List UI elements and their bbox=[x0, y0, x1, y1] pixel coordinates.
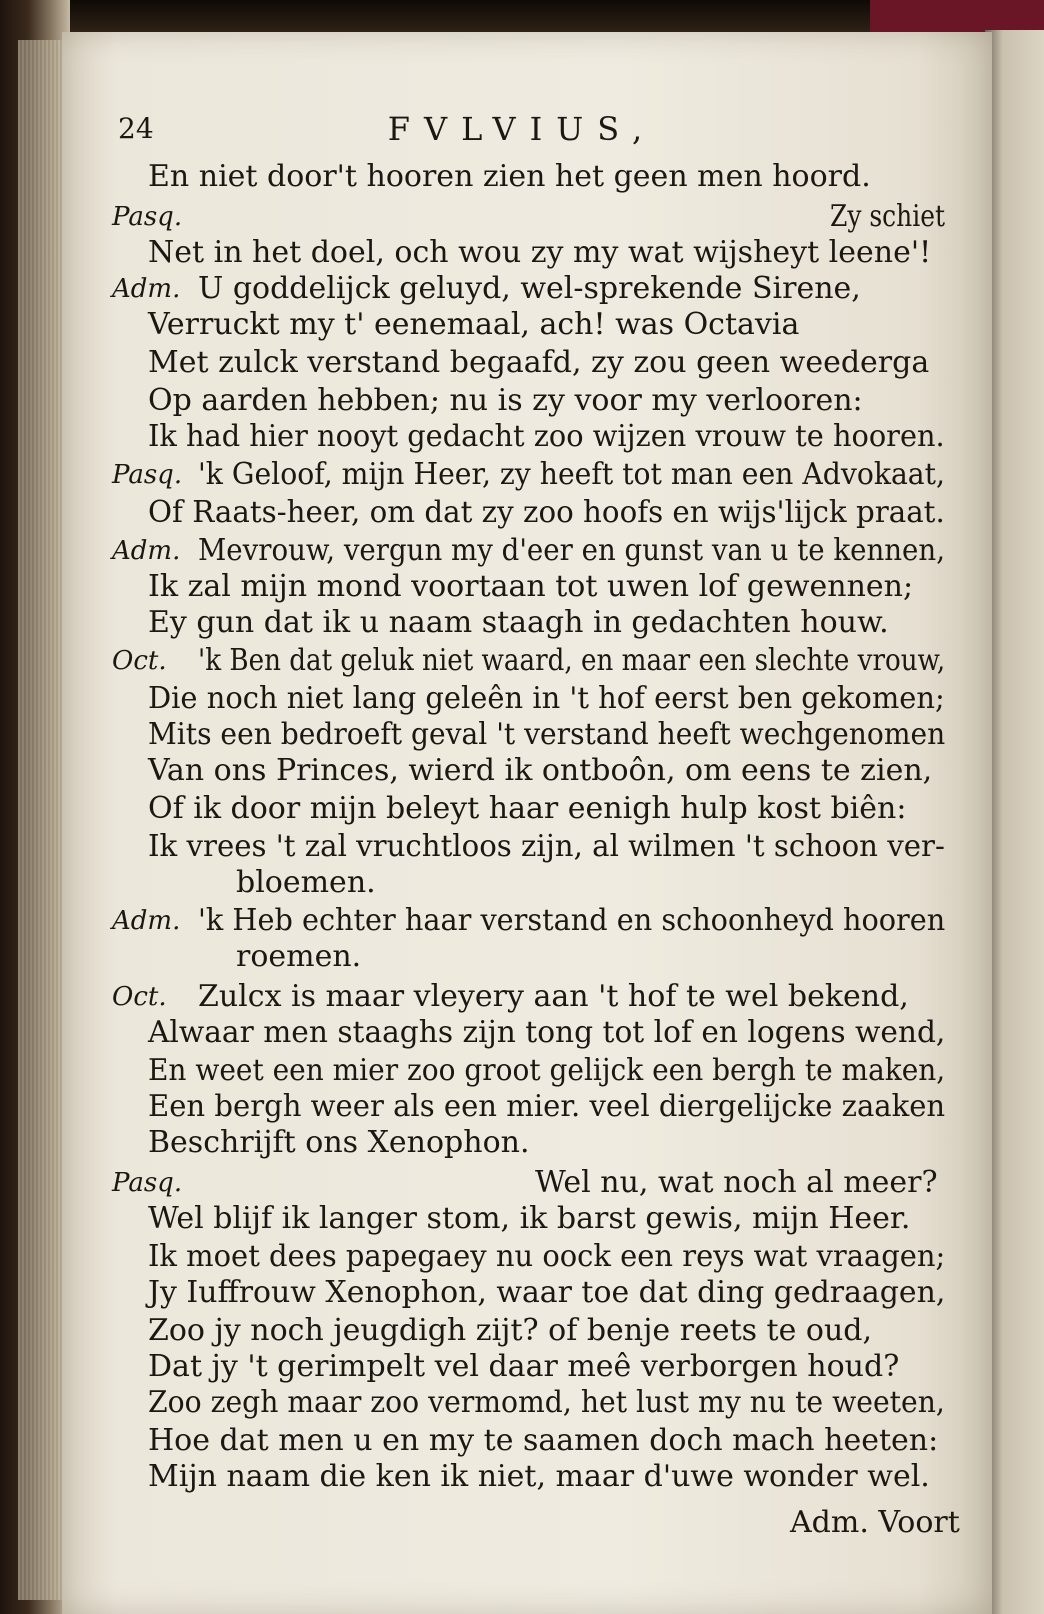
verse-line: Dat jy 't gerimpelt vel daar meê verborgen houd? bbox=[148, 1349, 900, 1384]
verse-line: Net in het doel, och wou zy my wat wijsheyt leene'! bbox=[148, 235, 932, 270]
verse-line: Van ons Princes, wierd ik ontboôn, om eens te zien, bbox=[148, 753, 933, 788]
verse-line: 'k Heb echter haar verstand en schoonheyd hooren bbox=[198, 903, 946, 938]
verse-line: Jy Iuffrouw Xenophon, waar toe dat ding gedraagen, bbox=[148, 1275, 946, 1310]
verse-line: Verruckt my t' eenemaal, ach! was Octavia bbox=[148, 307, 800, 342]
catchword: Adm. Voort bbox=[790, 1505, 960, 1540]
verse-line: Wel blijf ik langer stom, ik barst gewis, mijn Heer. bbox=[148, 1201, 911, 1236]
verse-line: 'k Ben dat geluk niet waard, en maar een slechte vrouw, bbox=[198, 643, 946, 678]
verse-line: Zoo jy noch jeugdigh zijt? of benje reets te oud, bbox=[148, 1313, 873, 1348]
page-number: 24 bbox=[118, 112, 154, 145]
speaker-label: Pasq. bbox=[112, 1168, 183, 1198]
verse-line: Of ik door mijn beleyt haar eenigh hulp kost biên: bbox=[148, 791, 907, 826]
verse-line: Mijn naam die ken ik niet, maar d'uwe wonder wel. bbox=[148, 1459, 930, 1494]
speaker-label: Oct. bbox=[112, 982, 167, 1012]
verse-line: Mevrouw, vergun my d'eer en gunst van u te kennen, bbox=[198, 533, 945, 568]
speaker-label: Pasq. bbox=[112, 202, 183, 232]
facing-page-edge bbox=[985, 30, 1044, 1614]
verse-line: Zulcx is maar vleyery aan 't hof te wel bekend, bbox=[198, 979, 909, 1014]
verse-line: Ik zal mijn mond voortaan tot uwen lof gewennen; bbox=[148, 569, 914, 604]
verse-line: Met zulck verstand begaafd, zy zou geen weederga bbox=[148, 345, 930, 380]
verse-line: Wel nu, wat noch al meer? bbox=[535, 1165, 938, 1200]
verse-line: Op aarden hebben; nu is zy voor my verlooren: bbox=[148, 383, 863, 418]
verse-line: Die noch niet lang geleên in 't hof eerst ben gekomen; bbox=[148, 681, 945, 716]
verse-line: Of Raats-heer, om dat zy zoo hoofs en wijs'lijck praat. bbox=[148, 495, 945, 530]
verse-line: Hoe dat men u en my te saamen doch mach heeten: bbox=[148, 1423, 939, 1458]
verse-line: U goddelijck geluyd, wel-sprekende Sirene, bbox=[198, 271, 861, 306]
verse-line: Beschrijft ons Xenophon. bbox=[148, 1125, 530, 1160]
speaker-label: Pasq. bbox=[112, 460, 183, 490]
verse-line: Zy schiet bbox=[830, 199, 946, 234]
speaker-label: Oct. bbox=[112, 646, 167, 676]
verse-line: roemen. bbox=[236, 939, 362, 974]
verse-line: Mits een bedroeft geval 't verstand heeft wechgenomen bbox=[148, 717, 946, 752]
verse-line: Ik had hier nooyt gedacht zoo wijzen vrouw te hooren. bbox=[148, 419, 945, 454]
verse-line: Ik moet dees papegaey nu oock een reys wat vraagen; bbox=[148, 1239, 946, 1274]
verse-line: 'k Geloof, mijn Heer, zy heeft tot man een Advokaat, bbox=[198, 457, 946, 492]
speaker-label: Adm. bbox=[112, 274, 181, 304]
verse-line: Ey gun dat ik u naam staagh in gedachten houw. bbox=[148, 605, 889, 640]
running-head: FVLVIUS, bbox=[387, 110, 657, 148]
speaker-label: Adm. bbox=[112, 906, 181, 936]
speaker-label: Adm. bbox=[112, 536, 181, 566]
verse-line: Ik vrees 't zal vruchtloos zijn, al wilmen 't schoon ver- bbox=[148, 829, 945, 864]
verse-line: En niet door't hooren zien het geen men hoord. bbox=[148, 159, 871, 194]
verse-line: Alwaar men staaghs zijn tong tot lof en logens wend, bbox=[148, 1015, 946, 1050]
verse-line: Een bergh weer als een mier. veel diergelijcke zaaken bbox=[148, 1089, 946, 1124]
verse-line: Zoo zegh maar zoo vermomd, het lust my nu te weeten, bbox=[148, 1385, 945, 1420]
verse-line: bloemen. bbox=[236, 865, 376, 900]
verse-line: En weet een mier zoo groot gelijck een bergh te maken, bbox=[148, 1053, 946, 1088]
page-edges bbox=[18, 40, 66, 1600]
